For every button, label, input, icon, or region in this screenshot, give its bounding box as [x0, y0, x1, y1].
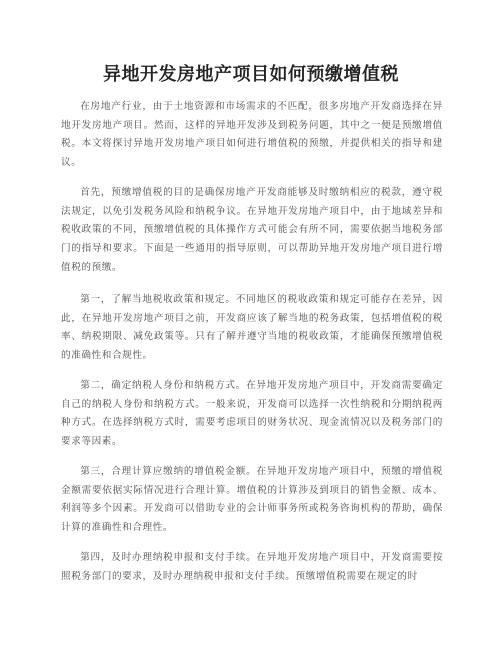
paragraph-point-one: 第一，了解当地税收政策和规定。不同地区的税收政策和规定可能存在差异，因此，在异地开发房地产项目之前，开发商应该了解当地的税务政策，包括增值税的税率、纳税期限、减免政策等。只有了解并遵守当地的税收政策，才能确保预缴增值税的准确性和合规性。: [61, 294, 443, 362]
paragraph-point-four: 第四，及时办理纳税申报和支付手续。在异地开发房地产项目中，开发商需要按照税务部门的要求，及时办理纳税申报和支付手续。预缴增值税需要在规定的时: [61, 552, 443, 582]
paragraph-first: 首先，预缴增值税的目的是确保房地产开发商能够及时缴纳相应的税款，遵守税法规定，以免引发税务风险和纳税争议。在异地开发房地产项目中，由于地域差异和税收政策的不同，预缴增值税的具体操作方式可能会有所不同，需要依据当地税务部门的指导和要求。下面是一些通用的指导原则，可以帮助异地开发房地产项目进行增值税的预缴。: [61, 187, 443, 273]
intro-paragraph: 在房地产行业，由于土地资源和市场需求的不匹配，很多房地产开发商选择在异地开发房地产项目。然而，这样的异地开发涉及到税务问题，其中之一便是预缴增值税。本文将探讨异地开发房地产项目如何进行增值税的预缴，并提供相关的指导和建议。: [61, 101, 443, 169]
paragraph-point-three: 第三，合理计算应缴纳的增值税金额。在异地开发房地产项目中，预缴的增值税金额需要依据实际情况进行合理计算。增值税的计算涉及到项目的销售金额、成本、利润等多个因素。开发商可以借助专业的会计师事务所或税务咨询机构的帮助，确保计算的准确性和合理性。: [61, 466, 443, 534]
paragraph-point-two: 第二，确定纳税人身份和纳税方式。在异地开发房地产项目中，开发商需要确定自己的纳税人身份和纳税方式。一般来说，开发商可以选择一次性纳税和分期纳税两种方式。在选择纳税方式时，需要考虑项目的财务状况、现金流情况以及税务部门的要求等因素。: [61, 380, 443, 448]
document-title: 异地开发房地产项目如何预缴增值税: [103, 64, 399, 85]
